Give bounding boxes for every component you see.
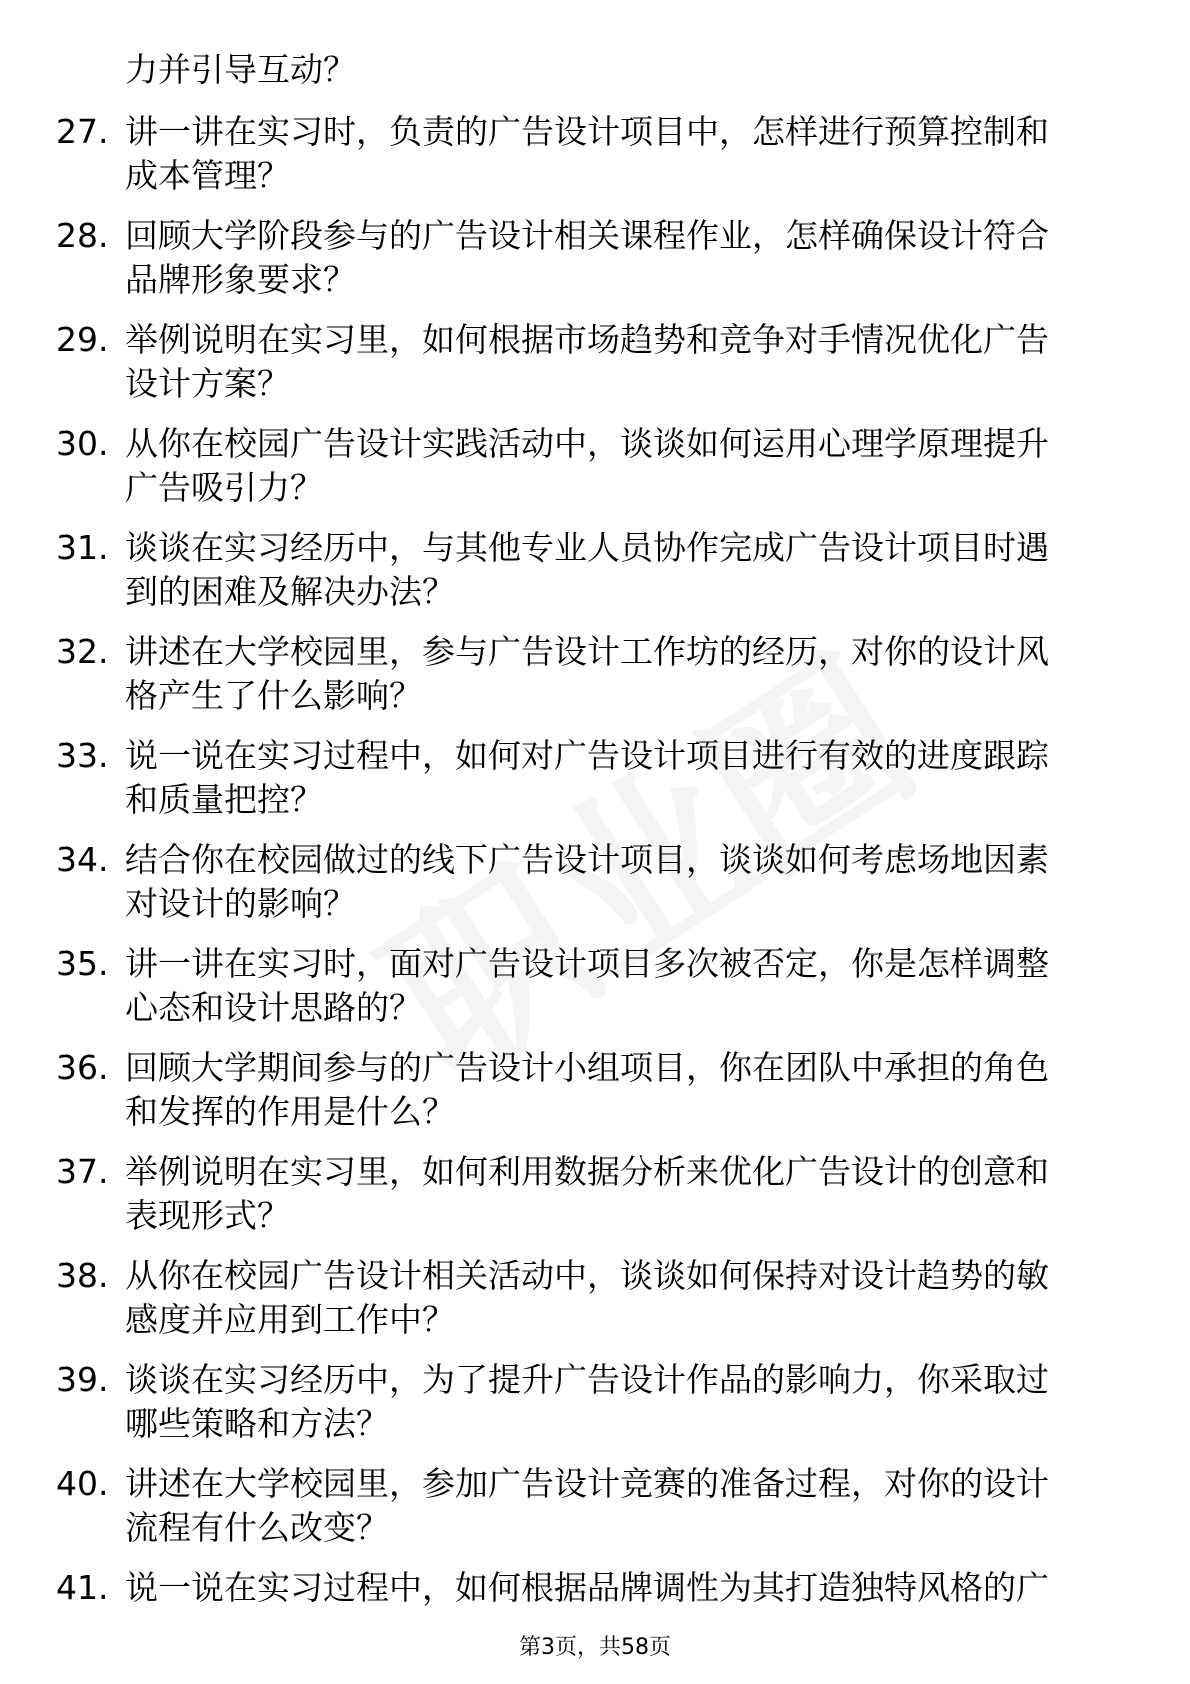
question-text: 讲一讲在实习时，面对广告设计项目多次被否定，你是怎样调整 心态和设计思路的？ (125, 944, 1049, 1027)
question-text: 讲述在大学校园里，参加广告设计竞赛的准备过程，对你的设计 流程有什么改变？ (125, 1464, 1049, 1547)
question-text: 讲述在大学校园里，参与广告设计工作坊的经历，对你的设计风 格产生了什么影响？ (125, 632, 1049, 715)
question-number: 37. (56, 1152, 109, 1191)
question-text: 回顾大学期间参与的广告设计小组项目，你在团队中承担的角色 和发挥的作用是什么？ (125, 1048, 1049, 1131)
list-item (0, 1046, 1190, 1150)
question-number: 35. (56, 944, 109, 983)
question-text: 举例说明在实习里，如何根据市场趋势和竞争对手情况优化广告 设计方案？ (125, 320, 1049, 403)
list-item (0, 942, 1190, 1046)
question-text: 回顾大学阶段参与的广告设计相关课程作业，怎样确保设计符合 品牌形象要求？ (125, 216, 1049, 299)
question-number: 30. (56, 424, 109, 463)
list-item (0, 318, 1190, 422)
question-number: 31. (56, 528, 109, 567)
question-text: 从你在校园广告设计实践活动中，谈谈如何运用心理学原理提升 广告吸引力？ (125, 424, 1049, 507)
list-item (0, 1462, 1190, 1566)
list-item (0, 214, 1190, 318)
list-item (0, 526, 1190, 630)
question-number: 33. (56, 736, 109, 775)
question-text: 举例说明在实习里，如何利用数据分析来优化广告设计的创意和 表现形式？ (125, 1152, 1049, 1235)
list-item (0, 1254, 1190, 1358)
question-text: 结合你在校园做过的线下广告设计项目，谈谈如何考虑场地因素 对设计的影响？ (125, 840, 1049, 923)
question-text: 说一说在实习过程中，如何对广告设计项目进行有效的进度跟踪 和质量把控？ (125, 736, 1049, 819)
question-number: 39. (56, 1360, 109, 1399)
question-text: 说一说在实习过程中，如何根据品牌调性为其打造独特风格的广 (125, 1568, 1049, 1607)
list-item (0, 1358, 1190, 1462)
question-text: 谈谈在实习经历中，与其他专业人员协作完成广告设计项目时遇 到的困难及解决办法？ (125, 528, 1049, 611)
question-number: 36. (56, 1048, 109, 1087)
question-list (0, 110, 1190, 1670)
page-footer: 第3页，共58页 (519, 1635, 671, 1660)
list-item (0, 1150, 1190, 1254)
question-text: 谈谈在实习经历中，为了提升广告设计作品的影响力，你采取过 哪些策略和方法？ (125, 1360, 1049, 1443)
list-item (0, 838, 1190, 942)
continuation-text: 力并引导互动？ (125, 50, 356, 89)
question-number: 29. (56, 320, 109, 359)
list-item (0, 734, 1190, 838)
list-item (0, 630, 1190, 734)
question-number: 34. (56, 840, 109, 879)
question-number: 27. (56, 112, 109, 151)
question-number: 28. (56, 216, 109, 255)
question-text: 讲一讲在实习时，负责的广告设计项目中，怎样进行预算控制和 成本管理？ (125, 112, 1049, 195)
list-item (0, 422, 1190, 526)
question-number: 32. (56, 632, 109, 671)
list-item (0, 110, 1190, 214)
question-text: 从你在校园广告设计相关活动中，谈谈如何保持对设计趋势的敏 感度并应用到工作中？ (125, 1256, 1049, 1339)
question-number: 38. (56, 1256, 109, 1295)
question-number: 40. (56, 1464, 109, 1503)
question-number: 41. (56, 1568, 109, 1607)
